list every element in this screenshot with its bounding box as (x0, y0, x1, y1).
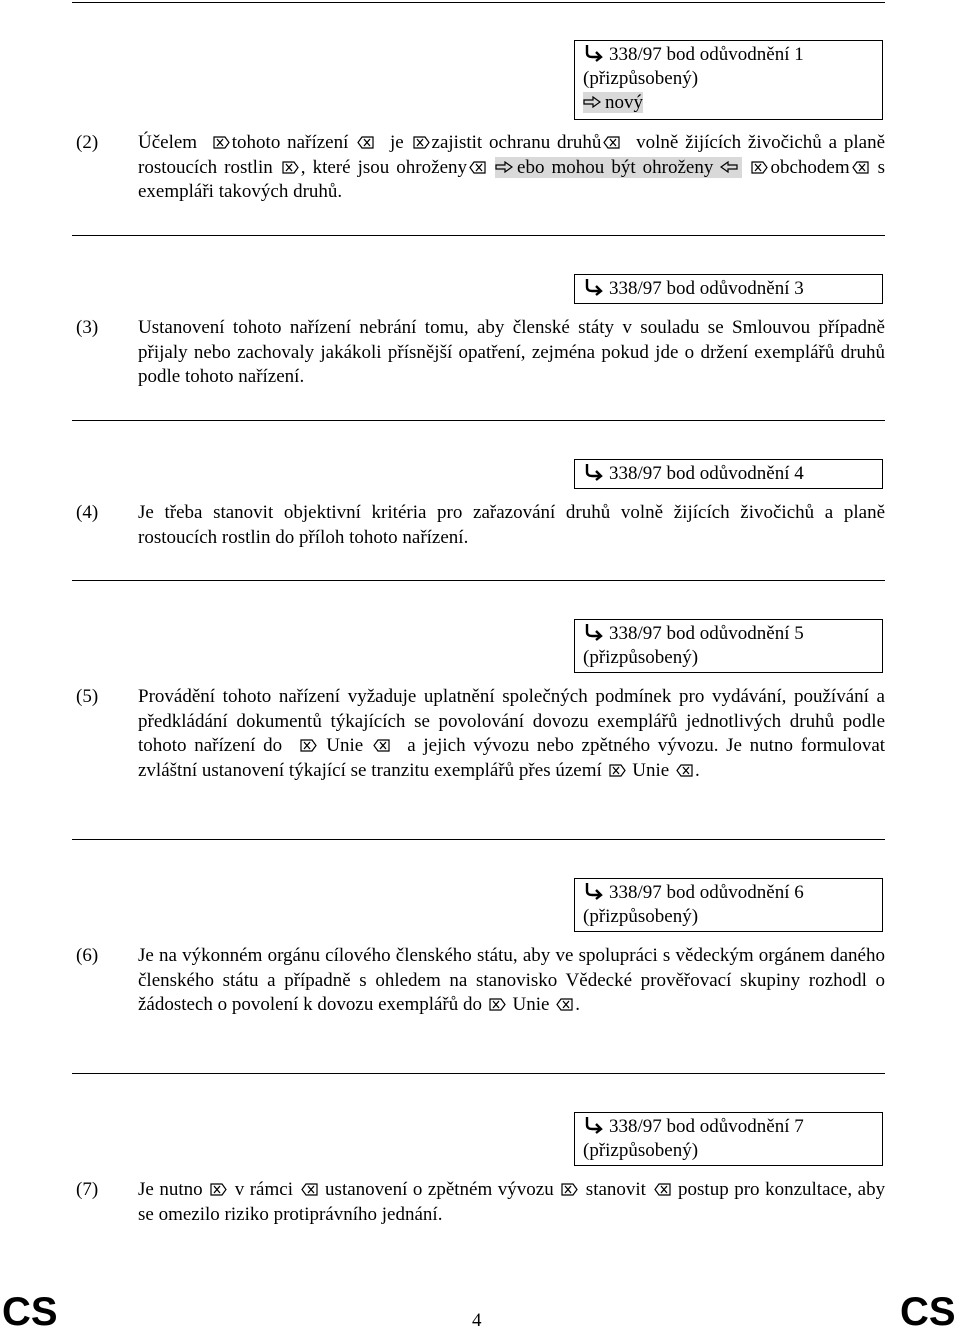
paragraph-5 (72, 685, 885, 783)
arrow-down-icon (583, 463, 603, 481)
paragraph-number: (3) (76, 317, 99, 338)
deletion-end-icon (654, 1179, 671, 1192)
text-span: stanovit (585, 1179, 646, 1200)
ref-box-7 (574, 1112, 883, 1166)
ref-box-1-line2: (přizpůsobený) (583, 68, 699, 89)
arrow-down-icon (583, 44, 603, 62)
arrow-down-icon (583, 623, 603, 641)
new-marker (583, 92, 643, 113)
paragraph-7 (72, 1178, 885, 1227)
text-span: ustanovení o zpětném vývozu (325, 1179, 554, 1200)
paragraph-4-text: Je třeba stanovit objektivní kritéria pro zařazování druhů volně žijících živočichů a planě rostoucích rostlin do příloh tohoto nařízení. (138, 502, 885, 548)
deletion-end-icon (603, 132, 620, 145)
arrow-down-icon (583, 882, 603, 900)
deletion-end-icon (373, 735, 390, 748)
deletion-start-icon (413, 132, 430, 145)
separator-rule (72, 235, 885, 236)
ref-box-1-line1: 338/97 bod odůvodnění 1 (609, 44, 804, 65)
deletion-start-icon (489, 994, 506, 1007)
paragraph-number: (7) (76, 1179, 99, 1200)
deletion-end-icon (852, 157, 869, 170)
ref-box-1-line3: nový (605, 92, 643, 113)
deletion-end-icon (301, 1179, 318, 1192)
ref-box-1 (574, 40, 883, 120)
arrow-right-outline-icon (583, 91, 601, 103)
ref-box-5-line1: 338/97 bod odůvodnění 5 (609, 623, 804, 644)
top-rule (72, 2, 885, 3)
text-span: volně žijících živočichů a planě rostoucích rostlin (138, 132, 886, 178)
text-span: . (575, 994, 580, 1016)
deletion-end-icon (469, 157, 486, 170)
insertion-highlight (495, 157, 742, 178)
separator-rule (72, 1073, 885, 1074)
deletion-start-icon (751, 157, 768, 170)
ref-box-6-line1: 338/97 bod odůvodnění 6 (609, 882, 804, 903)
deletion-end-icon (357, 132, 374, 145)
deletion-end-icon (676, 760, 693, 773)
deletion-start-icon (609, 760, 626, 773)
page-number: 4 (472, 1310, 482, 1331)
deletion-end-icon (556, 994, 573, 1007)
paragraph-3 (72, 316, 885, 390)
text-span: postup pro konzultace, aby se omezilo riziko protiprávního jednání. (138, 1179, 886, 1225)
insertion-end-icon (720, 156, 738, 168)
separator-rule (72, 839, 885, 840)
text-span: v rámci (234, 1179, 293, 1200)
deletion-start-icon (213, 132, 230, 145)
ref-box-6 (574, 878, 883, 932)
paragraph-4 (72, 501, 885, 550)
insertion-start-icon (495, 156, 513, 168)
text-span: Unie (326, 735, 364, 757)
ref-box-7-line1: 338/97 bod odůvodnění 7 (609, 1116, 804, 1137)
text-span: Unie (632, 759, 670, 781)
text-span: Je nutno (138, 1179, 203, 1200)
arrow-down-icon (583, 278, 603, 296)
ref-box-3 (574, 274, 883, 304)
paragraph-number: (4) (76, 502, 99, 523)
paragraph-number: (5) (76, 686, 99, 707)
footer-language-right: CS (900, 1290, 956, 1334)
deletion-start-icon (210, 1179, 227, 1192)
text-span: , které jsou ohroženy (300, 156, 467, 178)
paragraph-number: (2) (76, 132, 99, 153)
text-span: Unie (512, 994, 550, 1016)
ref-box-5 (574, 619, 883, 673)
paragraph-3-text: Ustanovení tohoto nařízení nebrání tomu, aby členské státy v souladu se Smlouvou případně přijaly nebo zachovaly jakákoli přísnější opatření, zejména pokud jde o držení exemplářů druhů podle tohoto nařízení. (138, 317, 885, 388)
paragraph-number: (6) (76, 945, 99, 966)
arrow-down-icon (583, 1116, 603, 1134)
ref-box-3-line1: 338/97 bod odůvodnění 3 (609, 278, 804, 299)
ref-box-5-line2: (přizpůsobený) (583, 647, 699, 668)
text-span: zajistit ochranu druhů (431, 132, 602, 153)
text-span: obchodem (770, 156, 850, 178)
ref-box-7-line2: (přizpůsobený) (583, 1140, 699, 1161)
text-span: Provádění tohoto nařízení vyžaduje uplatnění společných podmínek pro vydávání, používání a předkládání dokumentů týkajících se povolování dovozu exemplářů jednotlivých druhů podle tohoto nařízení do (138, 686, 885, 757)
ref-box-4-line1: 338/97 bod odůvodnění 4 (609, 463, 804, 484)
text-span: s exempláři takových druhů. (138, 156, 886, 203)
ref-box-6-line2: (přizpůsobený) (583, 906, 699, 927)
ref-box-4 (574, 459, 883, 489)
text-span: Je na výkonném orgánu cílového členského státu, aby ve spolupráci s vědeckým orgánem daného členského státu a případně s ohledem na stanovisko Vědecké prověřovací skupiny rozhodl o žádostech o povolení k dovozu exemplářů do (138, 945, 885, 1016)
text-span: je (389, 132, 404, 153)
separator-rule (72, 580, 885, 581)
paragraph-6 (72, 944, 885, 1018)
text-span: Účelem (138, 132, 198, 153)
separator-rule (72, 420, 885, 421)
text-span: tohoto nařízení (231, 132, 349, 153)
text-span: . (694, 759, 700, 781)
text-span: ebo mohou být ohroženy (517, 156, 714, 178)
text-span: a jejich vývozu nebo zpětného vývozu. Je nutno formulovat zvláštní ustanovení týkající se tranzitu exemplářů přes území (138, 735, 886, 781)
deletion-start-icon (561, 1179, 578, 1192)
footer-language-left: CS (2, 1290, 58, 1334)
deletion-start-icon (282, 157, 299, 170)
paragraph-2 (72, 131, 885, 205)
deletion-start-icon (300, 735, 317, 748)
